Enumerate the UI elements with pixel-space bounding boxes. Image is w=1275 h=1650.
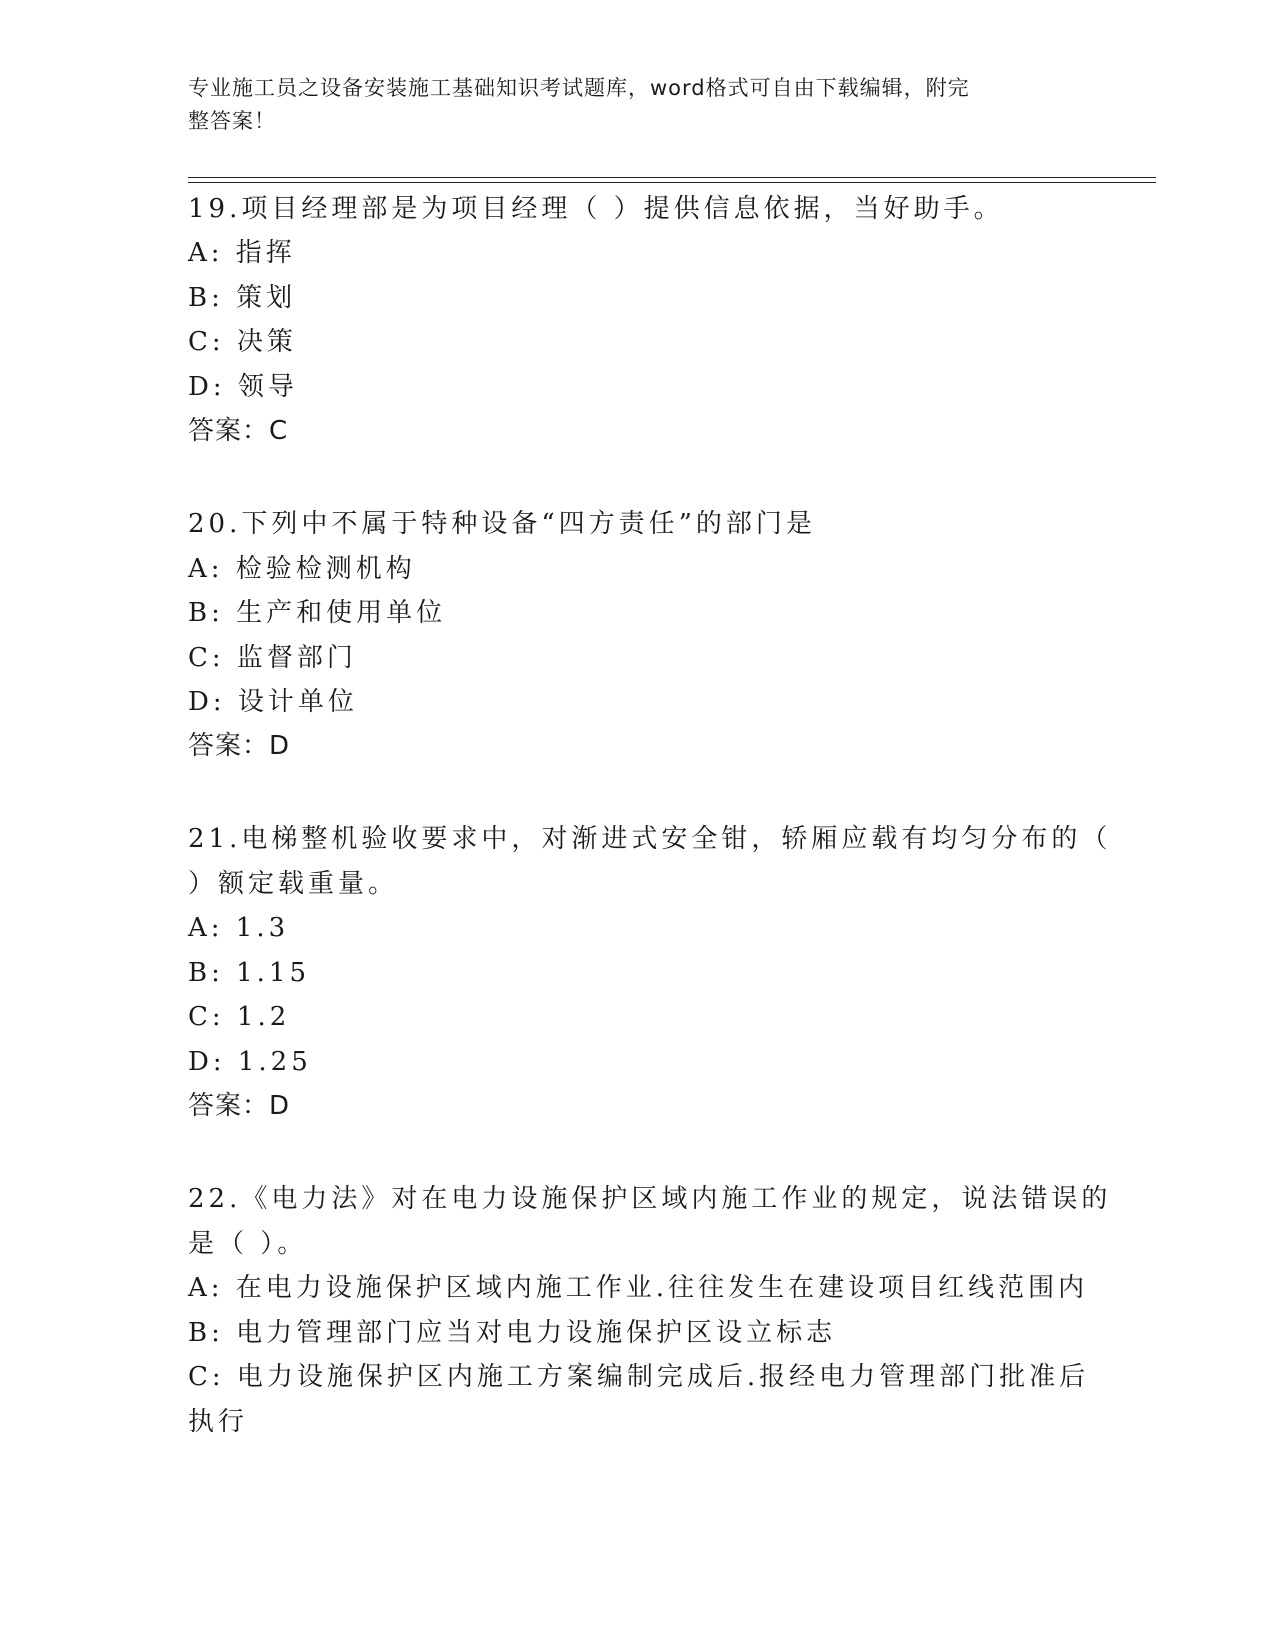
question-21-stem-line-2: ）额定载重量。 bbox=[188, 869, 399, 899]
question-19-option-b: B: 策划 bbox=[188, 283, 297, 313]
question-19-option-a: A: 指挥 bbox=[188, 238, 296, 268]
question-22-stem-line-2: 是（ ）。 bbox=[188, 1229, 308, 1259]
header-divider-top bbox=[188, 177, 1156, 178]
question-22-option-c-line-2: 执行 bbox=[188, 1407, 249, 1437]
header-line-1: 专业施工员之设备安装施工基础知识考试题库，word格式可自由下载编辑，附完 bbox=[188, 76, 970, 100]
question-21-option-d: D: 1.25 bbox=[188, 1047, 312, 1077]
header-line-2: 整答案！ bbox=[188, 109, 276, 133]
question-20-answer: 答案：D bbox=[188, 731, 291, 761]
question-22-stem-line-1: 22.《电力法》对在电力设施保护区域内施工作业的规定，说法错误的 bbox=[188, 1184, 1112, 1214]
question-20-option-b: B: 生产和使用单位 bbox=[188, 598, 447, 628]
question-21-option-b: B: 1.15 bbox=[188, 958, 311, 988]
question-20-option-a: A: 检验检测机构 bbox=[188, 554, 416, 584]
question-22-option-b: B: 电力管理部门应当对电力设施保护区设立标志 bbox=[188, 1318, 837, 1348]
question-22-option-c-line-1: C: 电力设施保护区内施工方案编制完成后.报经电力管理部门批准后 bbox=[188, 1362, 1090, 1392]
question-21-option-c: C: 1.2 bbox=[188, 1002, 291, 1032]
document-header bbox=[188, 72, 1068, 138]
question-19-answer: 答案：C bbox=[188, 416, 289, 446]
question-20-stem: 20.下列中不属于特种设备“四方责任”的部门是 bbox=[188, 509, 816, 539]
question-19-option-d: D: 领导 bbox=[188, 372, 298, 402]
question-22-option-a: A: 在电力设施保护区域内施工作业.往往发生在建设项目红线范围内 bbox=[188, 1273, 1089, 1303]
question-21-answer: 答案：D bbox=[188, 1091, 291, 1121]
question-20-option-c: C: 监督部门 bbox=[188, 643, 357, 673]
header-divider-bottom bbox=[188, 182, 1156, 183]
question-20-option-d: D: 设计单位 bbox=[188, 687, 358, 717]
question-19-option-c: C: 决策 bbox=[188, 327, 297, 357]
question-21-stem-line-1: 21.电梯整机验收要求中，对渐进式安全钳，轿厢应载有均匀分布的（ bbox=[188, 824, 1112, 854]
question-21-option-a: A: 1.3 bbox=[188, 913, 290, 943]
question-19-stem: 19.项目经理部是为项目经理（ ）提供信息依据，当好助手。 bbox=[188, 194, 1004, 224]
